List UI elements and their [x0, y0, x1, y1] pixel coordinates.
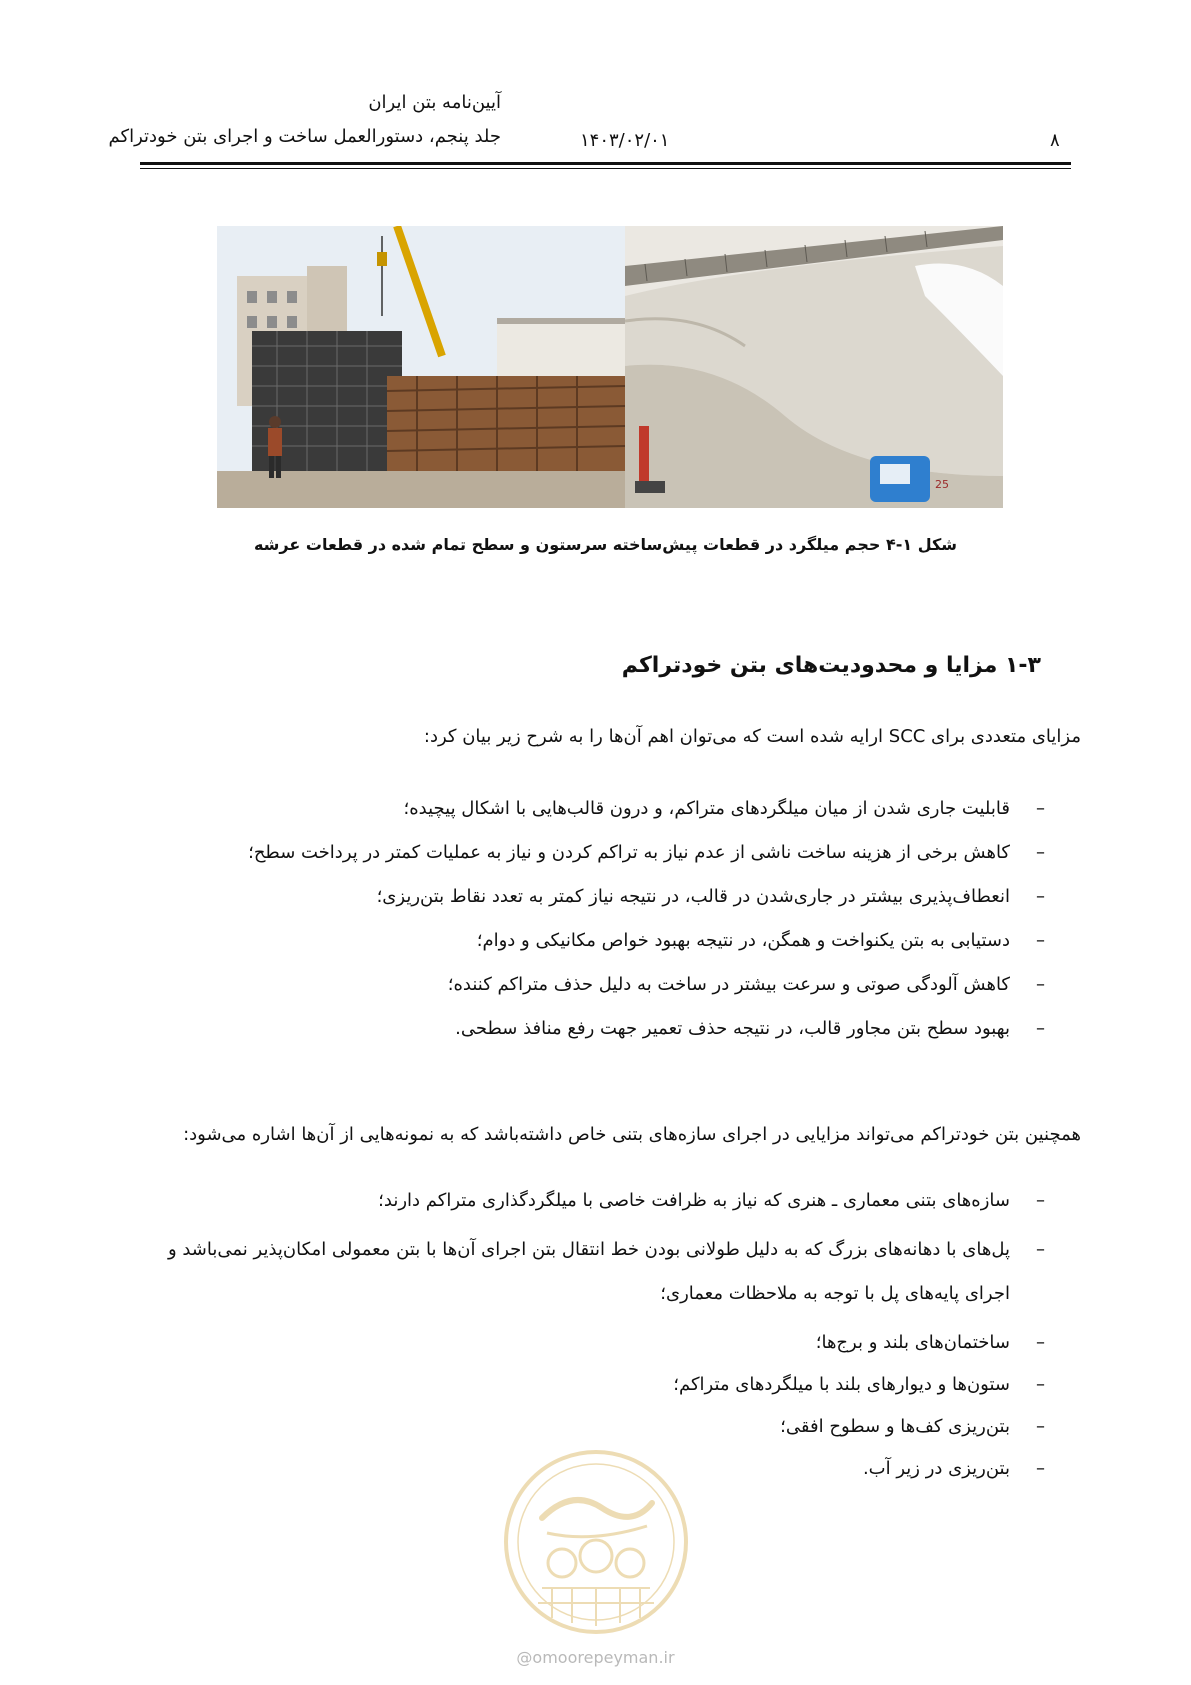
list-item-text: ساختمان‌های بلند و برج‌ها؛: [815, 1332, 1010, 1353]
applications-intro: همچنین بتن خودتراکم می‌تواند مزایایی در اجرای سازه‌های بتنی خاص داشته‌باشد که به نمونه‌هایی از آن‌ها اشاره می‌شود:: [183, 1124, 1081, 1145]
bullet-dash: –: [1036, 1190, 1045, 1211]
list-item: [140, 1014, 1081, 1044]
deck-surface-illustration: [625, 226, 1003, 508]
seal-icon: [502, 1448, 690, 1636]
bullet-dash: –: [1036, 886, 1045, 907]
rebar-site-photo: [217, 226, 625, 508]
bullet-dash: –: [1036, 1332, 1045, 1353]
list-item: [140, 1186, 1081, 1216]
bullet-dash: –: [1036, 1374, 1045, 1395]
header-rule-thin: [140, 168, 1071, 169]
list-item: [140, 1328, 1081, 1358]
header-date: ۱۴۰۳/۰۲/۰۱: [580, 130, 670, 151]
list-item: [140, 1412, 1081, 1442]
header-volume-title: جلد پنجم، دستورالعمل ساخت و اجرای بتن خودتراکم: [108, 126, 501, 147]
list-item-text: دستیابی به بتن یکنواخت و همگن، در نتیجه بهبود خواص مکانیکی و دوام؛: [476, 930, 1010, 951]
list-item: [140, 838, 1081, 868]
figure-caption: شکل ۱-۴ حجم میلگرد در قطعات پیش‌ساخته سرستون و سطح تمام شده در قطعات عرشه: [253, 535, 958, 554]
rebar-site-illustration: [217, 226, 625, 508]
list-item-text: بهبود سطح بتن مجاور قالب، در نتیجه حذف تعمیر جهت رفع منافذ سطحی.: [455, 1018, 1010, 1039]
list-item: [140, 926, 1081, 956]
deck-surface-photo: [625, 226, 1003, 508]
watermark-seal-logo: [502, 1448, 690, 1636]
advantages-list: [140, 794, 1081, 1058]
bullet-dash: –: [1036, 1416, 1045, 1437]
advantages-intro: مزایای متعددی برای SCC ارایه شده است که می‌توان اهم آن‌ها را به شرح زیر بیان کرد:: [423, 726, 1081, 747]
list-item: [140, 1228, 1081, 1316]
list-item: [140, 882, 1081, 912]
list-item-text: ستون‌ها و دیوارهای بلند با میلگردهای متراکم؛: [673, 1374, 1010, 1395]
bullet-dash: –: [1036, 798, 1045, 819]
header-code-title: آیین‌نامه بتن ایران: [368, 92, 501, 113]
list-item-text: پل‌های با دهانه‌های بزرگ که به دلیل طولانی بودن خط انتقال بتن اجرای آن‌ها با بتن معمولی امکان‌پذیر نمی‌باشد و اجرای پایه‌های پل با توجه به ملاحظات معماری؛: [167, 1239, 1010, 1304]
bullet-dash: –: [1036, 974, 1045, 995]
list-item-text: سازه‌های بتنی معماری ـ هنری که نیاز به ظرافت خاصی با میلگردگذاری متراکم دارند؛: [378, 1190, 1010, 1211]
list-item-text: انعطاف‌پذیری بیشتر در جاری‌شدن در قالب، در نتیجه نیاز کمتر به تعدد نقاط بتن‌ریزی؛: [376, 886, 1010, 907]
list-item-text: قابلیت جاری شدن از میان میلگردهای متراکم، و درون قالب‌هایی با اشکال پیچیده؛: [403, 798, 1010, 819]
page-number: ۸: [1050, 130, 1060, 151]
list-item: [140, 1370, 1081, 1400]
list-item: [140, 794, 1081, 824]
list-item-text: بتن‌ریزی کف‌ها و سطوح افقی؛: [780, 1416, 1010, 1437]
bullet-dash: –: [1036, 930, 1045, 951]
bullet-dash: –: [1036, 1018, 1045, 1039]
running-header: [101, 86, 501, 154]
bullet-dash: –: [1036, 842, 1045, 863]
list-item-text: کاهش آلودگی صوتی و سرعت بیشتر در ساخت به دلیل حذف متراکم کننده؛: [447, 974, 1010, 995]
section-title: ۱-۳ مزایا و محدودیت‌های بتن خودتراکم: [621, 653, 1041, 678]
list-item-text: بتن‌ریزی در زیر آب.: [862, 1458, 1010, 1479]
header-rule-thick: [140, 162, 1071, 165]
list-item: [140, 970, 1081, 1000]
drum-label: 25: [935, 478, 949, 491]
bullet-dash: –: [1036, 1458, 1045, 1479]
list-item-text: کاهش برخی از هزینه ساخت ناشی از عدم نیاز به تراکم کردن و نیاز به عملیات کمتر در پرداخت سطح؛: [248, 842, 1010, 863]
bullet-dash: –: [1036, 1239, 1045, 1260]
watermark-site: @omoorepeyman.ir: [516, 1648, 675, 1667]
